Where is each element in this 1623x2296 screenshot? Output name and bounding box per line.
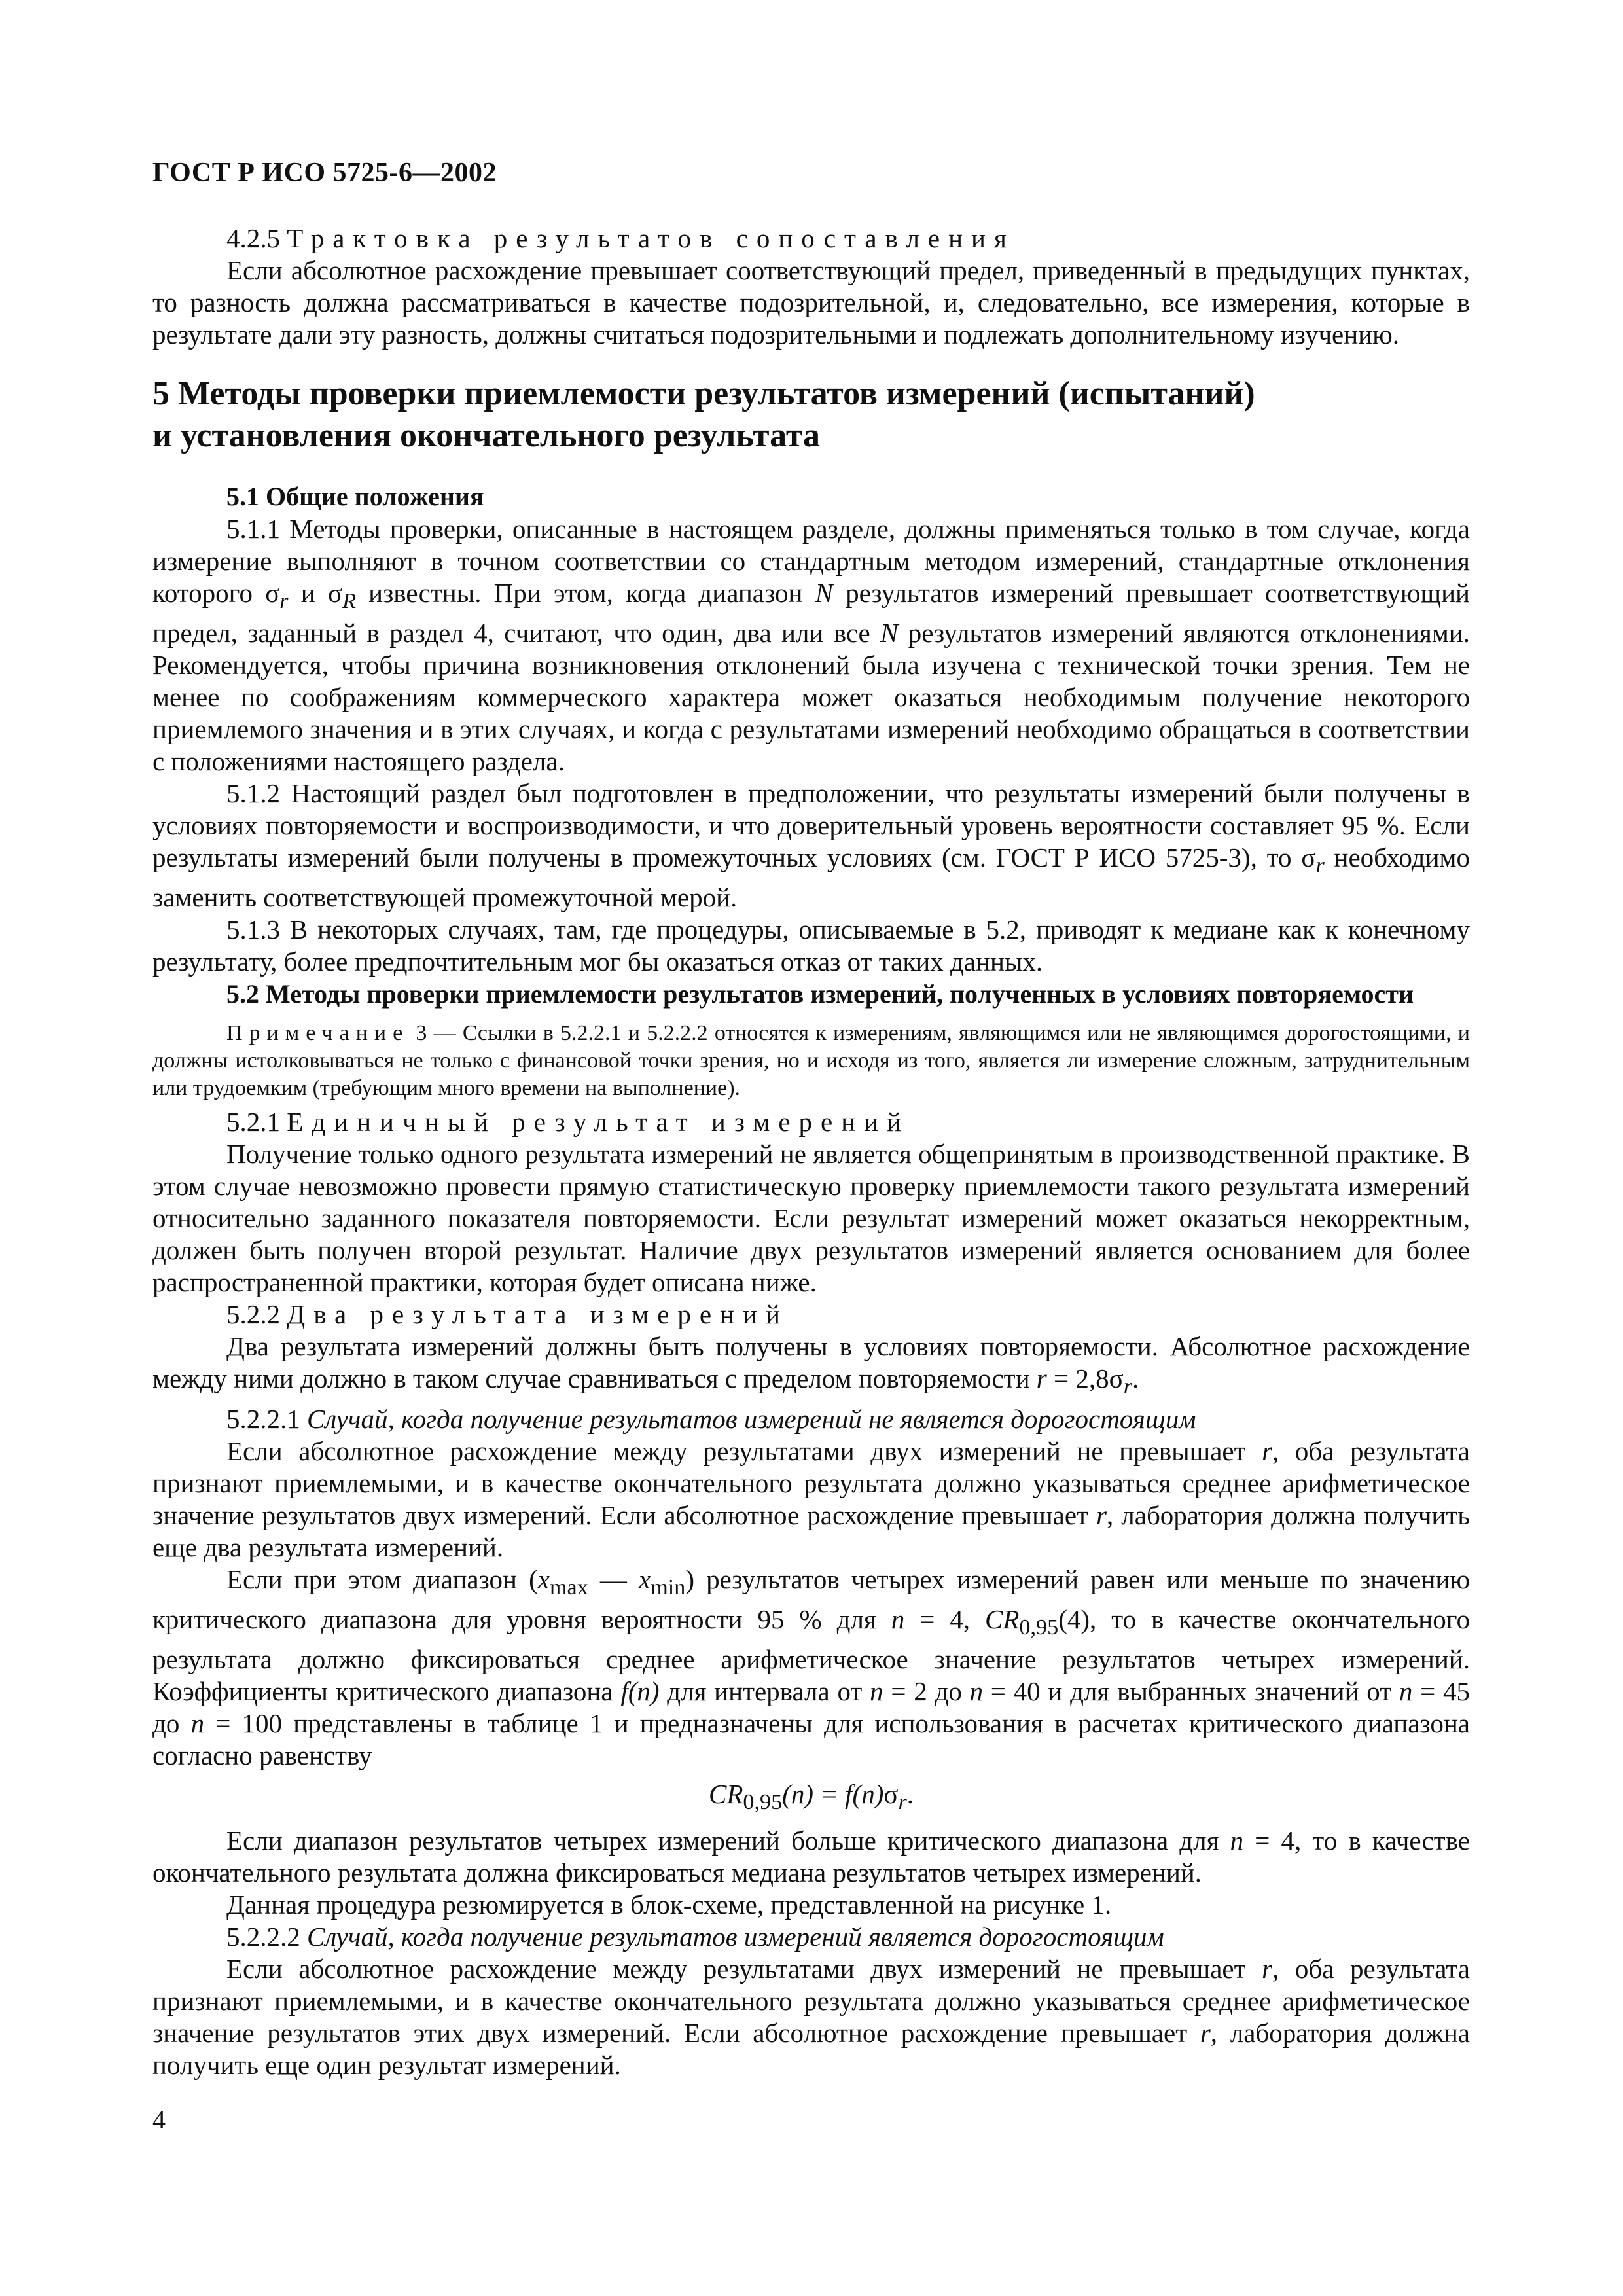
document-header: ГОСТ Р ИСО 5725-6—2002 xyxy=(152,158,497,188)
clause-5-1-2: 5.1.2 Настоящий раздел был подготовлен в предположении, что результаты измерений были получены в условиях повторяемости и воспроизводимости, и что доверительный уровень вероятности составляет 95 %. Если результаты измерений были получены в промежуточных условиях (см. ГОСТ Р ИСО 5725-3), то $\sigma_r$ необходимо заменить соответствующей промежуточной мерой. xyxy=(152,778,1470,913)
section-5-heading xyxy=(152,373,1470,457)
clause-5-2-2-1-title: 5.2.2.1 Случай, когда получение результатов измерений не является дорогостоящим xyxy=(226,1403,1196,1434)
note-3: Примечание 3 — Ссылки в 5.2.2.1 и 5.2.2.2 относятся к измерениям, являющимся или не являющимся дорогостоящими, и должны истолковываться не только с финансовой точки зрения, но и исходя из того, является ли измерение сложным, затруднительным или трудоемким (требующим много времени на выполнение). xyxy=(152,1021,1470,1101)
note-label: Примечание xyxy=(226,1021,410,1046)
clause-5-1-1: 5.1.1 Методы проверки, описанные в настоящем разделе, должны применяться только в том случае, когда измерение выполняют в точном соответствии со стандартным методом измерений, стандартные отклонения которого $\sigma_r$ и $\sigma_R$ известны. При этом, когда диапазон N результатов измерений превышает соответствующий предел, заданный в раздел 4, считают, что один, два или все N результатов измерений являются отклонениями. Рекомендуется, чтобы причина возникновения отклонений была изучена с технической точки зрения. Тем не менее по соображениям коммерческого характера может оказаться необходимым получение некоторого приемлемого значения и в этих случаях, и когда с результатами измерений необходимо обращаться в соответствии с положениями настоящего раздела. xyxy=(152,514,1470,777)
document-page xyxy=(152,157,1470,2081)
subsection-5-1-heading: 5.1 Общие положения xyxy=(226,482,484,511)
clause-5-2-2-title: 5.2.2 Два результата измерений xyxy=(226,1299,789,1330)
clause-5-2-2-2-title: 5.2.2.2 Случай, когда получение результатов измерений является дорогостоящим xyxy=(226,1922,1164,1952)
clause-5-2-2-1-para-c: Если диапазон результатов четырех измерений больше критического диапазона для n = 4, то в качестве окончательного результата должна фиксироваться медиана результатов четырех измерений. xyxy=(152,1825,1470,1888)
clause-5-2-2-1-para-d: Данная процедура резюмируется в блок-схеме, представленной на рисунке 1. xyxy=(226,1890,1112,1920)
clause-5-2-1-title: 5.2.1 Единичный результат измерений xyxy=(226,1107,910,1138)
section-5-heading-line1: 5 Методы проверки приемлемости результатов измерений (испытаний) xyxy=(152,375,1255,412)
clause-5-2-1-text: Получение только одного результата измерений не является общепринятым в производственной практике. В этом случае невозможно провести прямую статистическую проверку приемлемости такого результата измерений относительно заданного показателя повторяемости. Если результат измерений может оказаться некорректным, должен быть получен второй результат. Наличие двух результатов измерений является основанием для более распространенной практики, которая будет описана ниже. xyxy=(152,1139,1470,1298)
subsection-5-2-heading: 5.2 Методы проверки приемлемости результатов измерений, полученных в условиях повторяемости xyxy=(226,979,1414,1009)
page-number: 4 xyxy=(152,2105,166,2134)
clause-5-2-2-1-para-a: Если абсолютное расхождение между результатами двух измерений не превышает r, оба результата признают приемлемыми, и в качестве окончательного результата должно указываться среднее арифметическое значение результатов двух измерений. Если абсолютное расхождение превышает r, лаборатория должна получить еще два результата измерений. xyxy=(152,1435,1470,1562)
clause-5-2-2-text: Два результата измерений должны быть получены в условиях повторяемости. Абсолютное расхождение между ними должно в таком случае сравниваться с пределом повторяемости $r = 2,8\sigma_r$. xyxy=(152,1331,1470,1399)
critical-range-formula: $CR_{0,95}(n) = f(n)\sigma_r$. xyxy=(708,1778,914,1815)
clause-5-2-2-2-text: Если абсолютное расхождение между результатами двух измерений не превышает r, оба результата признают приемлемыми, и в качестве окончательного результата должно указываться среднее арифметическое значение результатов этих двух измерений. Если абсолютное расхождение превышает r, лаборатория должна получить еще один результат измерений. xyxy=(152,1954,1471,2081)
clause-5-1-3: 5.1.3 В некоторых случаях, там, где процедуры, описываемые в 5.2, приводят к медиане как к конечному результату, более предпочтительным мог бы оказаться отказ от таких данных. xyxy=(152,914,1470,977)
clause-5-2-2-1-para-b: Если при этом диапазон ($x_{max}$ — $x_{min}$) результатов четырех измерений равен или меньше по значению критического диапазона для уровня вероятности 95 % для n = 4, $CR_{0,95}(4)$, то в качестве окончательного результата должно фиксироваться среднее арифметическое значение результатов четырех измерений. Коэффициенты критического диапазона f(n) для интервала от n = 2 до n = 40 и для выбранных значений от n = 45 до n = 100 представлены в таблице 1 и предназначены для использования в расчетах критического диапазона согласно равенству xyxy=(152,1564,1471,1770)
clause-4-2-5-text: Если абсолютное расхождение превышает соответствующий предел, приведенный в предыдущих пунктах, то разность должна рассматриваться в качестве подозрительной, и, следовательно, все измерения, которые в результате дали эту разность, должны считаться подозрительными и подлежать дополнительному изучению. xyxy=(152,255,1470,350)
clause-4-2-5-title: 4.2.5 Трактовка результатов сопоставления xyxy=(226,223,1015,253)
section-5-heading-line2: и установления окончательного результата xyxy=(152,417,820,454)
clause-4-2-5-spaced-title: Трактовка результатов сопоставления xyxy=(287,223,1015,253)
